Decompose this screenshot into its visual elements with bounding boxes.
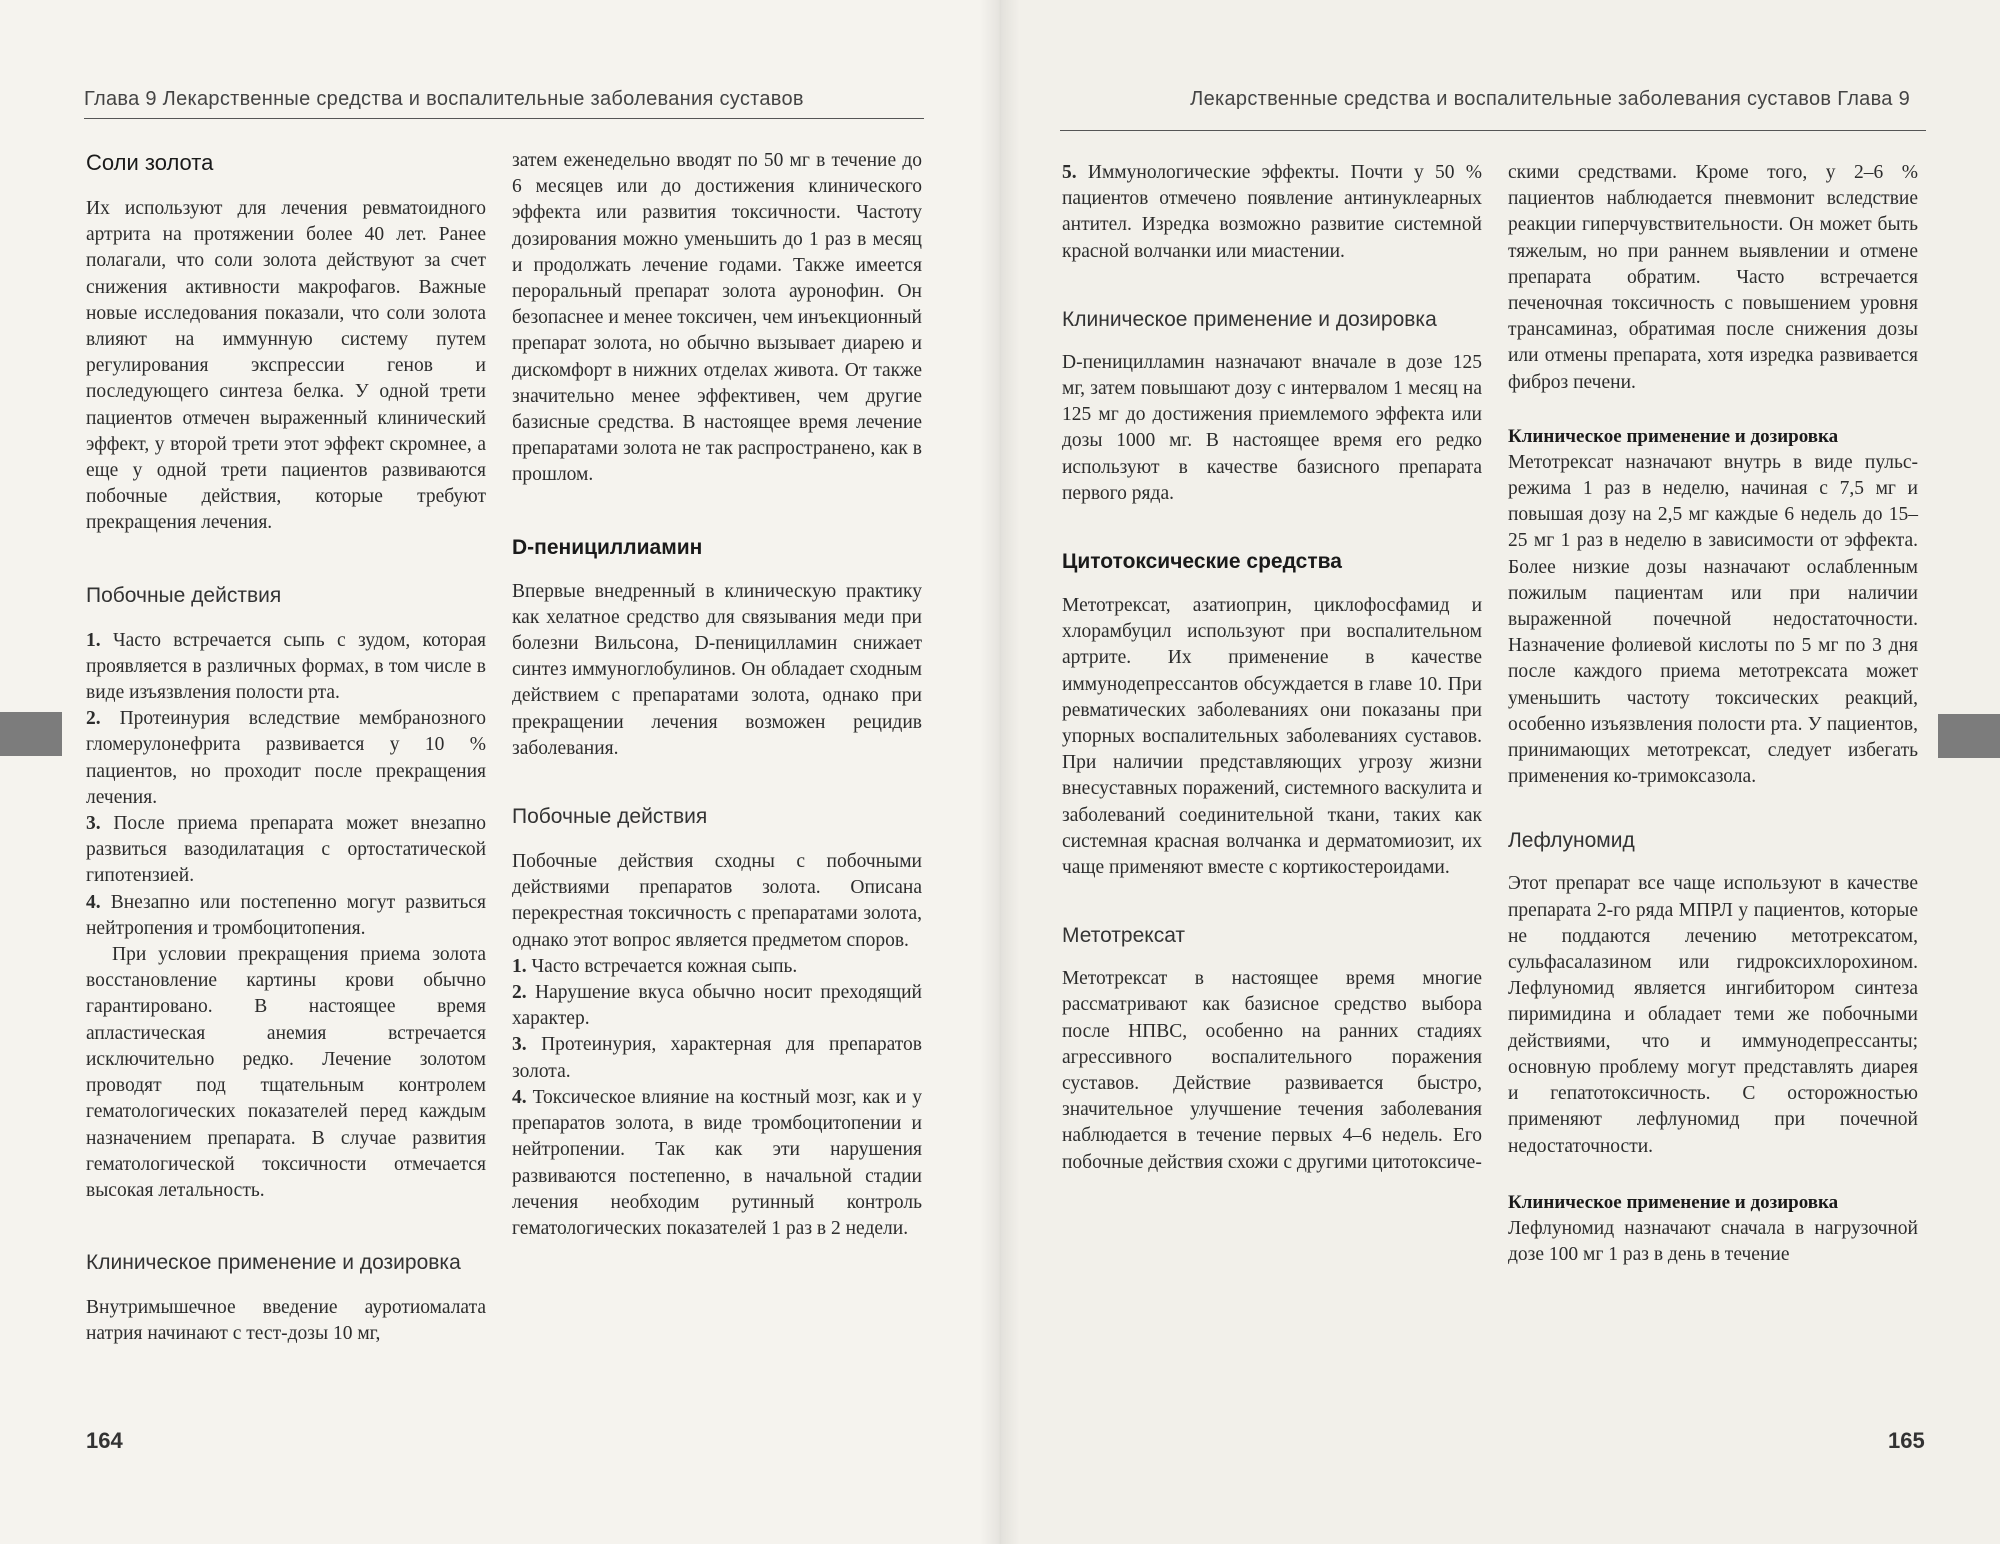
clinical-use-gold-paragraph: Внутримышечное введение ауротиомалата натрия начинают с тест-дозы 10 мг, bbox=[86, 1297, 486, 1345]
methotrexate-continuation-paragraph: скими средствами. Кроме того, у 2–6 % пациентов наблюдается пневмонит вследствие реакции гиперчувствительности. Он может быть тяжелым, но при раннем выявлении и отмене препарата обратим. Часто встречается печеночная токсичность с повышением уровня трансаминаз, обратимая после снижения дозы или отмены препарата, хотя изредка развивается фиброз печени. bbox=[1508, 162, 1918, 393]
gold-continuation-paragraph: затем еженедельно вводят по 50 мг в течение до 6 месяцев или до достижения клинического эффекта или развития токсичности. Частоту дозирования можно уменьшить до 1 раз в месяц и продолжать лечение годами. Также имеется пероральный препарат золота ауронофин. Он безопаснее и менее токсичен, чем инъекционный препарат золота, но обычно вызывает диарею и дискомфорт в нижних отделах живота. От также значительно менее эффективен, чем другие базисные средства. В настоящее время лечение препаратами золота не так распространено, как в прошлом. bbox=[512, 150, 922, 486]
p165-column-2 bbox=[1508, 160, 1918, 1268]
list-item: 4. Токсическое влияние на костный мозг, как и у препаратов золота, в виде тромбоцитопении и нейтропении. Так как эти нарушения развиваются постепенно, в начальной стадии лечения необходим рутинный контроль гематологических показателей 1 раз в 2 недели. bbox=[512, 1086, 922, 1239]
heading-methotrexate: Метотрексат bbox=[1062, 924, 1186, 948]
list-item: 3. После приема препарата может внезапно развиться вазодилатация с ортостатической гипотензией. bbox=[86, 813, 487, 887]
side-effects-list-dpen bbox=[512, 954, 922, 1242]
heading-cytotoxic-agents: Цитотоксические средства bbox=[1062, 550, 1342, 574]
immunological-effects-item: 5. Иммунологические эффекты. Почти у 50 % пациентов отмечено появление антинуклеарных антител. Изредка возможно развитие системной красной волчанки или миастении. bbox=[1062, 162, 1483, 262]
thumb-index-tab-right bbox=[1938, 714, 2000, 758]
blood-recovery-paragraph: При условии прекращения приема золота восстановление картины крови обычно гарантировано. В настоящее время апластическая анемия встречается исключительно редко. Лечение золотом проводят под тщательным контролем гематологических показателей перед каждым назначением препарата. В случае развития гематологической токсичности отмечается высокая летальность. bbox=[86, 944, 486, 1201]
d-penicillamine-paragraph: Впервые внедренный в клиническую практику как хелатное средство для связывания меди при болезни Вильсона, D-пеницилламин снижает синтез иммуноглобулинов. Он обладает сходным действием с препаратами золота, однако при прекращении лечения возможен рецидив заболевания. bbox=[512, 580, 922, 759]
methotrexate-paragraph: Метотрексат в настоящее время многие рассматривают как базисное средство выбора после НПВС, особенно на ранних стадиях агрессивного воспалительного поражения суставов. Действие развивается быстро, значительное улучшение течения заболевания наблюдается в течение первых 4–6 недель. Его побочные действия схожи с другими цитотоксиче- bbox=[1062, 968, 1482, 1173]
heading-d-penicillamine: D-пенициллиамин bbox=[512, 535, 703, 559]
list-item: 2. Нарушение вкуса обычно носит преходящий характер. bbox=[512, 982, 922, 1030]
thumb-index-tab-left bbox=[0, 712, 62, 756]
list-item: 1. Часто встречается кожная сыпь. bbox=[512, 955, 798, 977]
list-item: 3. Протеинурия, характерная для препаратов золота. bbox=[512, 1034, 922, 1082]
heading-leflunomide: Лефлуномид bbox=[1508, 829, 1635, 853]
page-number-left: 164 bbox=[86, 1428, 123, 1453]
heading-side-effects-dpen: Побочные действия bbox=[512, 805, 708, 829]
list-item: 4. Внезапно или постепенно могут развиться нейтропения и тромбоцитопения. bbox=[86, 891, 487, 939]
running-header-right: Лекарственные средства и воспалительные заболевания суставов Глава 9 bbox=[1190, 88, 1910, 110]
running-header-left: Глава 9 Лекарственные средства и воспалительные заболевания суставов bbox=[84, 88, 804, 110]
heading-clinical-use-gold: Клиническое применение и дозировка bbox=[86, 1251, 461, 1275]
clinical-use-dpen-paragraph: D-пеницилламин назначают вначале в дозе 125 мг, затем повышают дозу с интервалом 1 месяц на 125 мг до достижения приемлемого эффекта или дозы 1000 мг. В настоящее время его редко используют в качестве базисного препарата первого ряда. bbox=[1062, 351, 1482, 504]
book-gutter-shadow bbox=[980, 0, 1020, 1544]
clinical-use-mtx-paragraph: Метотрексат назначают внутрь в виде пульс-режима 1 раз в неделю, начиная с 7,5 мг и повышая дозу на 2,5 мг каждые 6 недель до 15–25 мг 1 раз в неделю в зависимости от эффекта. Более низкие дозы назначают ослабленным пожилым пациентам или при наличии выраженной почечной недостаточности. Назначение фолиевой кислоты по 5 мг по 3 дня после каждого приема метотрексата может уменьшить частоту токсических реакций, особенно изъязвления полости рта. У пациентов, принимающих метотрексат, следует избегать применения ко-тримоксазола. bbox=[1508, 451, 1918, 788]
p164-column-1 bbox=[86, 148, 486, 1348]
page-165 bbox=[1000, 0, 2000, 1544]
side-effects-list-gold bbox=[86, 628, 486, 942]
header-rule-right bbox=[1060, 130, 1926, 131]
list-item: 2. Протеинурия вследствие мембранозного гломерулонефрита развивается у 10 % пациентов, но проходит после прекращения лечения. bbox=[86, 708, 486, 808]
heading-clinical-use-dpen: Клиническое применение и дозировка bbox=[1062, 307, 1437, 331]
gold-salts-paragraph: Их используют для лечения ревматоидного артрита на протяжении более 40 лет. Ранее полагали, что соли золота действуют за счет снижения активности макрофагов. Важные новые исследования показали, что соли золота влияют на иммунную систему путем регулирования экспрессии генов и последующего синтеза белка. У одной трети пациентов отмечен выраженный клинический эффект, у второй трети этот эффект скромнее, а еще у одной трети пациентов развиваются побочные действия, которые требуют прекращения лечения. bbox=[86, 198, 486, 534]
side-effects-dpen-paragraph: Побочные действия сходны с побочными действиями препаратов золота. Описана перекрестная токсичность с препаратами золота, однако этот вопрос является предметом споров. bbox=[512, 851, 922, 951]
cytotoxic-agents-paragraph: Метотрексат, азатиоприн, циклофосфамид и хлорамбуцил используют при воспалительном артрите. Их применение в качестве иммунодепрессантов обсуждается в главе 10. При ревматических заболеваниях они показаны при упорных воспалительных заболеваниях суставов. При наличии представляющих угрозу жизни внесуставных поражений, системного васкулита и заболеваний соединительной ткани, таких как системная красная волчанка и дерматомиозит, их чаще применяют вместе с кортикостероидами. bbox=[1062, 595, 1482, 879]
leflunomide-paragraph: Этот препарат все чаще используют в качестве препарата 2-го ряда МПРЛ у пациентов, которые не поддаются лечению метотрексатом, сульфасалазином или гидроксихлорохином. Лефлуномид является ингибитором синтеза пиримидина и обладает теми же побочными действиями, что и иммунодепрессанты; основную проблему могут представлять диарея и гепатотоксичность. С осторожностью применяют лефлуномид при почечной недостаточности. bbox=[1508, 873, 1918, 1157]
heading-side-effects-gold: Побочные действия bbox=[86, 583, 282, 607]
header-rule-left bbox=[84, 118, 924, 119]
heading-clinical-use-mtx: Клиническое применение и дозировка bbox=[1508, 425, 1839, 447]
p164-column-2 bbox=[512, 148, 922, 1242]
clinical-use-leflunomide-paragraph: Лефлуномид назначают сначала в нагрузочной дозе 100 мг 1 раз в день в течение bbox=[1508, 1217, 1918, 1265]
list-item: 1. Часто встречается сыпь с зудом, которая проявляется в различных формах, в том числе в виде изъязвления полости рта. bbox=[86, 629, 486, 704]
heading-gold-salts: Соли золота bbox=[86, 150, 214, 175]
page-number-right: 165 bbox=[1888, 1428, 1925, 1453]
p165-column-1 bbox=[1062, 160, 1482, 1176]
heading-clinical-use-leflunomide: Клиническое применение и дозировка bbox=[1508, 1191, 1839, 1213]
